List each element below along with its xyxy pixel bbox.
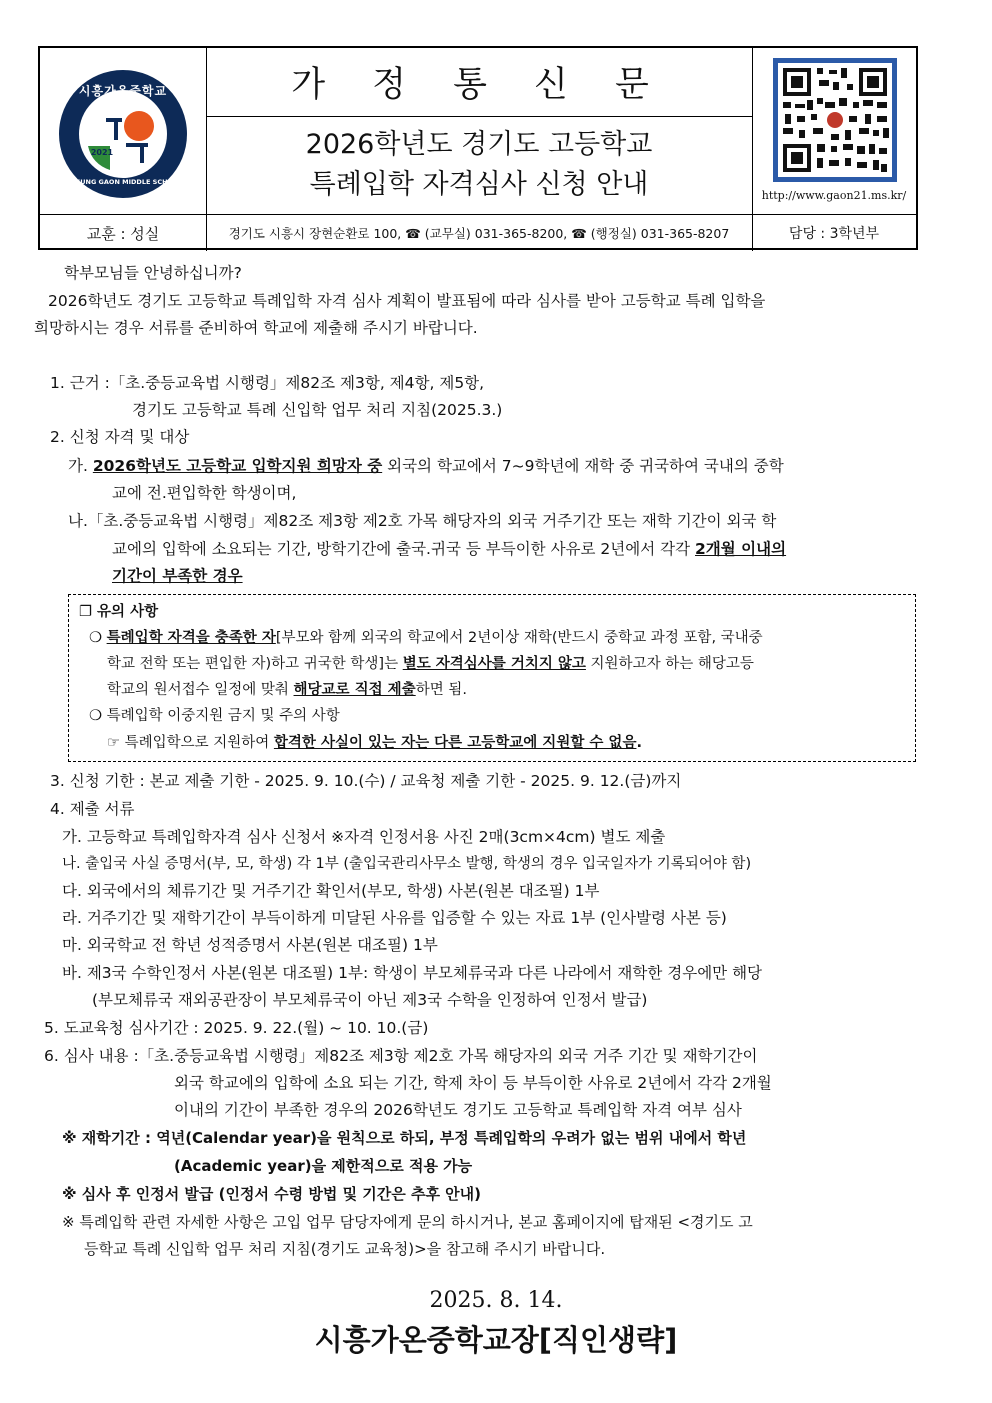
section-2b-line-1: 나.「초.중등교육법 시행령」제82조 제3항 제2호 가목 해당자의 외국 거주기간 또는 재학 기간이 외국 학 xyxy=(68,512,777,530)
doc-item-f-note: (부모체류국 재외공관장이 부모체류국이 아닌 제3국 수학을 인정하여 인정서 발급) xyxy=(92,991,648,1009)
doc-item-d: 라. 거주기간 및 재학기간이 부득이하게 미달된 사유를 입증할 수 있는 자료 1부 (인사발령 사본 등) xyxy=(62,909,727,927)
greeting: 학부모님들 안녕하십니까? xyxy=(64,264,242,282)
notice-box xyxy=(68,594,916,762)
logo-text: 시흥가온중학교 xyxy=(78,84,168,98)
section-5: 5. 도교육청 심사기간 : 2025. 9. 22.(월) ~ 10. 10.(금) xyxy=(44,1019,429,1037)
section-6-line-2: 외국 학교에의 입학에 소요 되는 기간, 학제 차이 등 부득이한 사유로 2년에서 각각 2개월 xyxy=(174,1074,772,1092)
plain-text: 학교의 원서접수 일정에 맞춰 xyxy=(107,682,289,698)
school-address: 경기도 시흥시 장현순환로 100, ☎ (교무실) 031-365-8200, ☎ (행정실) 031-365-8207 xyxy=(206,215,753,251)
school-url[interactable]: http://www.gaon21.ms.kr/ xyxy=(761,189,907,202)
underlined-text: 2026학년도 고등학교 입학지원 희망자 중 xyxy=(92,457,383,475)
item-marker: 가. xyxy=(68,457,88,475)
school-logo xyxy=(40,48,206,214)
underlined-text: 2개월 이내의 xyxy=(695,540,787,558)
intro-line-2: 희망하시는 경우 서류를 준비하여 학교에 제출해 주시기 바랍니다. xyxy=(34,319,478,337)
doc-item-e: 마. 외국학교 전 학년 성적증명서 사본(원본 대조필) 1부 xyxy=(62,936,438,954)
plain-text: 학교 전학 또는 편입한 자)하고 귀국한 학생]는 xyxy=(107,656,399,672)
school-motto: 교훈 : 성실 xyxy=(40,215,207,251)
logo-english: SIHEUNG GAON MIDDLE SCHOOL xyxy=(63,178,183,186)
section-1-line-2: 경기도 고등학교 특례 신입학 업무 처리 지침(2025.3.) xyxy=(132,401,503,419)
plain-text: 하면 됨. xyxy=(415,682,467,698)
letter-header xyxy=(38,46,918,250)
notice-1-line-1 xyxy=(89,627,763,649)
section-2b-line-3: 기간이 부족한 경우 xyxy=(112,567,243,585)
doc-item-c: 다. 외국에서의 체류기간 및 거주기간 확인서(부모, 학생) 사본(원본 대조필) 1부 xyxy=(62,882,600,900)
contact-dept: 담당 : 3학년부 xyxy=(788,226,880,242)
section-2-heading: 2. 신청 자격 및 대상 xyxy=(50,428,190,446)
circle-bullet-icon: ❍ xyxy=(89,630,102,646)
plain-text: ☞ 특례입학으로 지원하여 xyxy=(107,735,270,751)
plain-text: 교에의 입학에 소요되는 기간, 방학기간에 출국.귀국 등 부득이한 사유로 2년에서 각각 xyxy=(112,540,691,558)
underlined-text: 합격한 사실이 있는 자는 다른 고등학교에 지원할 수 없음 xyxy=(273,735,637,751)
notice-1-line-3 xyxy=(107,679,467,701)
remark-1-line-2: (Academic year)을 제한적으로 적용 가능 xyxy=(174,1157,473,1175)
section-6-line-1: 6. 심사 내용 :「초.중등교육법 시행령」제82조 제3항 제2호 가목 해당자의 외국 거주 기간 및 재학기간이 xyxy=(44,1047,758,1065)
remark-2: ※ 심사 후 인정서 발급 (인정서 수령 방법 및 기간은 추후 안내) xyxy=(62,1185,482,1203)
underlined-text: 해당교로 직접 제출 xyxy=(293,682,416,698)
doc-item-b: 나. 출입국 사실 증명서(부, 모, 학생) 각 1부 (출입국관리사무소 발행, 학생의 경우 입국일자가 기록되어야 함) xyxy=(62,856,752,872)
section-3: 3. 신청 기한 : 본교 제출 기한 - 2025. 9. 10.(수) / 교육청 제출 기한 - 2025. 9. 12.(금)까지 xyxy=(50,772,682,790)
title-cell xyxy=(206,48,753,214)
notice-title: ❐ 유의 사항 xyxy=(79,604,159,620)
section-6-line-3: 이내의 기간이 부족한 경우의 2026학년도 경기도 고등학교 특례입학 자격 여부 심사 xyxy=(174,1101,742,1119)
doc-item-f: 바. 제3국 수학인정서 사본(원본 대조필) 1부: 학생이 부모체류국과 다른 나라에서 재학한 경우에만 해당 xyxy=(62,964,763,982)
section-2b-line-2 xyxy=(112,538,786,560)
info-row xyxy=(40,214,916,251)
logo-year: 2021 xyxy=(90,148,114,157)
issue-date: 2025. 8. 14. xyxy=(429,1288,563,1313)
remark-3-line-2: 등학교 특례 신입학 업무 처리 지침(경기도 교육청)>을 참고해 주시기 바랍니다. xyxy=(84,1240,606,1258)
document-subtitle xyxy=(206,116,752,214)
document-title: 가 정 통 신 문 xyxy=(206,48,752,117)
intro-line-1: 2026학년도 경기도 고등학교 특례입학 자격 심사 계획이 발표됨에 따라 심사를 받아 고등학교 특례 입학을 xyxy=(48,292,766,310)
logo-cell xyxy=(40,48,207,214)
notice-2: ❍ 특례입학 이중지원 금지 및 주의 사항 xyxy=(89,708,340,724)
plain-text: 외국의 학교에서 7~9학년에 재학 중 귀국하여 국내의 중학 xyxy=(387,457,784,475)
qr-cell xyxy=(752,48,916,214)
section-1-line-1: 1. 근거 :「초.중등교육법 시행령」제82조 제3항, 제4항, 제5항, xyxy=(50,374,485,392)
section-4-heading: 4. 제출 서류 xyxy=(50,800,135,818)
remark-3-line-1: ※ 특례입학 관련 자세한 사항은 고입 업무 담당자에게 문의 하시거나, 본교 홈페이지에 탑재된 <경기도 고 xyxy=(62,1213,753,1231)
section-2a-line-1 xyxy=(68,455,784,477)
subtitle-line-1: 2026학년도 경기도 고등학교 xyxy=(305,129,653,160)
qr-code[interactable] xyxy=(773,58,897,182)
principal-signature: 시흥가온중학교장[직인생략] xyxy=(314,1323,678,1357)
underlined-text: 별도 자격심사를 거치지 않고 xyxy=(402,656,586,672)
notice-1-line-2 xyxy=(107,653,754,675)
subtitle-line-2: 특례입학 자격심사 신청 안내 xyxy=(309,169,649,200)
notice-3 xyxy=(107,732,642,754)
underlined-text: 특례입학 자격을 충족한 자 xyxy=(106,630,276,646)
plain-text: . xyxy=(636,735,642,751)
plain-text: [부모와 함께 외국의 학교에서 2년이상 재학(반드시 중학교 과정 포함, 국내중 xyxy=(275,630,763,646)
doc-item-a: 가. 고등학교 특례입학자격 심사 신청서 ※자격 인정서용 사진 2매(3cm×4cm) 별도 제출 xyxy=(62,828,666,846)
plain-text: 지원하고자 하는 해당고등 xyxy=(590,656,754,672)
remark-1-line-1: ※ 재학기간 : 역년(Calendar year)을 원칙으로 하되, 부정 특례입학의 우려가 없는 범위 내에서 학년 xyxy=(62,1129,747,1147)
section-2a-line-2: 교에 전.편입학한 학생이며, xyxy=(112,484,297,502)
